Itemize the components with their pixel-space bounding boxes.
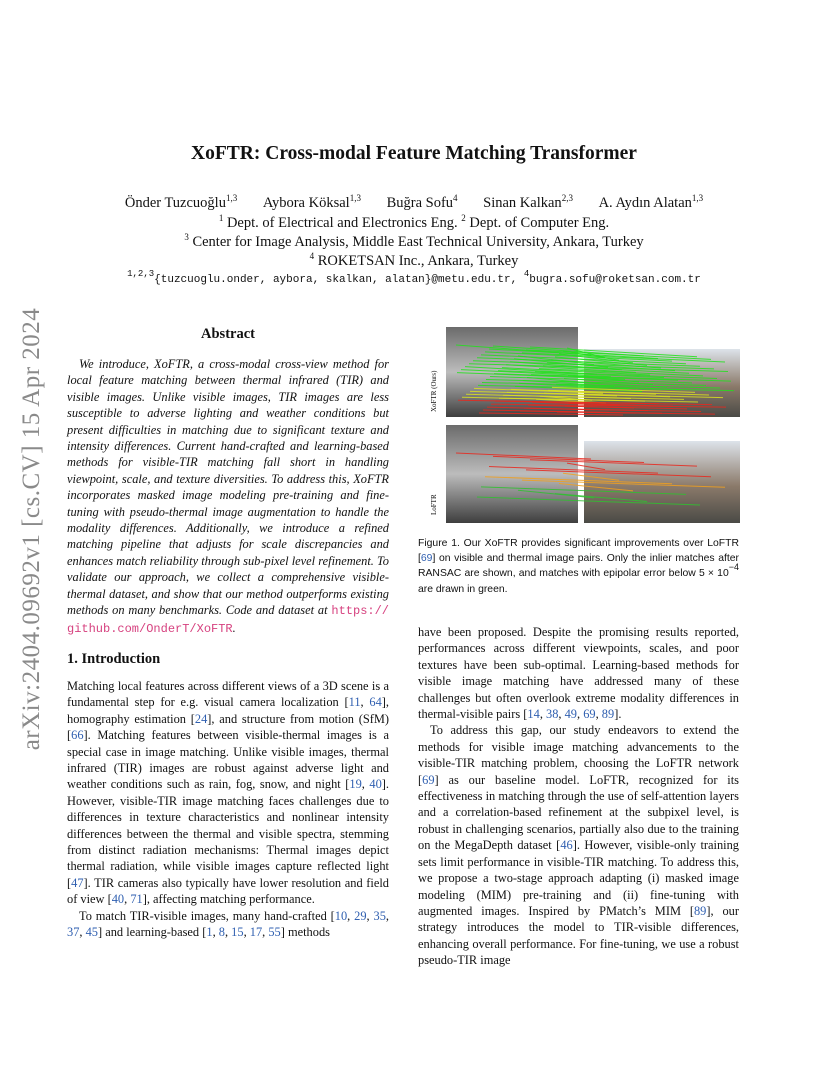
- introduction-body: [67, 678, 389, 941]
- author: Sinan Kalkan$^{2,3}$: [483, 193, 573, 211]
- citation[interactable]: 69: [422, 772, 435, 787]
- citation[interactable]: 24: [194, 711, 208, 726]
- paragraph: To match TIR-visible images, many hand-crafted [10, 29, 35, 37, 45] and learning-based [1, 8, 15, 17, 55] methods: [67, 908, 390, 939]
- paragraph: Matching local features across different views of a 3D scene is a fundamental step for e.g. visual camera localization [11, 64], homography estimation [24], and structure from motion (SfM) [66]. Matching features between visible-thermal images is a special case in image matching. Unlike visible images, thermal infrared (TIR) images are robust against adverse light and weather conditions such as rain, fog, snow, and night [19, 40]. However, visible-TIR image matching faces challenges due to differences in texture characteristics and nonlinear intensity differences between the thermal and visible spectra, stemming from distinct radiation mechanisms: Thermal images depict thermal radiation, while visible images capture reflected light [47]. TIR cameras also typically have lower resolution and field of view [40, 71], affecting matching performance.: [67, 678, 389, 907]
- citation[interactable]: 1: [206, 925, 213, 939]
- figure-1: [430, 327, 740, 523]
- affiliation: $^3$ Center for Image Analysis, Middle East Technical University, Ankara, Turkey: [184, 232, 644, 250]
- citation[interactable]: 47: [71, 875, 84, 890]
- citation[interactable]: 55: [268, 925, 281, 939]
- section-heading-introduction: 1. Introduction: [67, 650, 161, 667]
- paragraph: have been proposed. Despite the promising results reported, performances across different viewpoints, scales, and poor textures have been sub-optimal. Learning-based methods for visible image matching have addressed many of these challenges but often overlook extreme modality differences in thermal-visible pairs [14, 38, 49, 69, 89].: [418, 625, 739, 722]
- citation[interactable]: 89: [601, 707, 615, 722]
- citation[interactable]: 38: [546, 707, 559, 722]
- thermal-image: [446, 425, 578, 523]
- abstract-text: We introduce, XoFTR, a cross-modal cross-view method for local feature matching between thermal infrared (TIR) and visible images. Unlike visible images, TIR images are less susceptible to adverse lighting and weather conditions but present difficulties in matching due to significant texture and intensity differences. Current hand-crafted and learning-based methods for visible-TIR matching fall short in handling viewpoint, scale, and texture diversities. To address this, XoFTR incorporates masked image modeling pre-training and fine-tuning with pseudo-thermal image augmentation to handle the modality differences. Additionally, we introduce a refined matching pipeline that adjusts for scale discrepancies and enhances match reliability through sub-pixel level refinement. To validate our approach, we collect a comprehensive visible-thermal dataset, and show that our method outperforms existing methods on many benchmarks. Code and dataset at https:// github.com/OnderT/XoFTR.: [67, 357, 389, 636]
- left-column: [67, 326, 389, 940]
- paper-title: XoFTR: Cross-modal Feature Matching Transformer: [191, 143, 637, 164]
- citation[interactable]: 45: [85, 925, 98, 939]
- citation[interactable]: 29: [354, 908, 367, 923]
- author: Aybora Köksal$^{1,3}$: [262, 193, 361, 211]
- visible-image: [584, 441, 740, 523]
- paragraph: To address this gap, our study endeavors to extend the methods for visible image matching advancements to the visible-TIR matching problem, choosing the LoFTR network [69] as our baseline model. LoFTR, recognized for its effectiveness in matching through the use of self-attention layers and a correlation-based refinement at the subpixel level, is robust in challenging scenarios, partially also due to the training on the MegaDepth dataset [46]. However, visible-only training sets limit performance in visible-TIR matching. To address this, we propose a two-stage approach adapting (i) masked image modeling (MIM) pre-training and (ii) fine-tuning with augmented images. Inspired by PMatch’s MIM [89], our strategy introduces the model to TIR-visible differences, enhancing overall performance. For fine-tuning, we use a robust pseudo-TIR image: [418, 723, 740, 968]
- citation[interactable]: 40: [369, 777, 382, 792]
- citation[interactable]: 49: [564, 707, 577, 722]
- citation[interactable]: 11: [348, 695, 361, 710]
- code-link[interactable]: https:// github.com/OnderT/XoFTR: [67, 604, 389, 636]
- author: Buğra Sofu$^4$: [386, 193, 458, 211]
- citation[interactable]: 14: [527, 707, 540, 722]
- citation[interactable]: 10: [334, 908, 348, 923]
- citation[interactable]: 71: [130, 892, 143, 907]
- author-emails: $^{1,2,3}${tuzcuoglu.onder, aybora, skalkan, alatan}@metu.edu.tr, $^4$bugra.sofu@roketsan.com.tr: [127, 269, 701, 286]
- figure-row-label: XoFTR (Ours): [430, 370, 438, 412]
- author: A. Aydın Alatan$^{1,3}$: [598, 193, 704, 211]
- arxiv-stamp: [18, 290, 45, 760]
- author: Önder Tuzcuoğlu$^{1,3}$: [124, 193, 238, 211]
- citation[interactable]: 37: [67, 925, 80, 939]
- citation[interactable]: 40: [111, 892, 125, 907]
- citation[interactable]: 35: [373, 908, 386, 923]
- citation[interactable]: 69: [420, 553, 433, 565]
- right-column: [418, 624, 739, 969]
- affiliation: $^1$ Dept. of Electrical and Electronics Eng. $^2$ Dept. of Computer Eng.: [218, 213, 610, 231]
- citation[interactable]: 8: [218, 925, 225, 939]
- abstract: [67, 356, 389, 637]
- citation[interactable]: 17: [249, 925, 263, 939]
- match-visualization: [446, 327, 740, 523]
- citation[interactable]: 19: [349, 777, 362, 792]
- citation[interactable]: 89: [693, 903, 707, 918]
- citation[interactable]: 15: [231, 925, 244, 939]
- author-list: [0, 195, 828, 212]
- arxiv-stamp-text: arXiv:2404.09692v1 [cs.CV] 15 Apr 2024: [18, 307, 45, 751]
- affiliation: $^4$ ROKETSAN Inc., Ankara, Turkey: [309, 251, 519, 269]
- citation[interactable]: 69: [583, 707, 596, 722]
- figure-row-label: LoFTR: [430, 494, 438, 515]
- abstract-heading: Abstract: [201, 326, 255, 342]
- citation[interactable]: 64: [369, 695, 382, 710]
- figure-caption: Figure 1. Our XoFTR provides significant improvements over LoFTR [69] on visible and thermal image pairs. Only the inlier matches after RANSAC are shown, and matches with epipolar error below $5 \times 10^{-4}$ are drawn in green.: [418, 538, 739, 595]
- citation[interactable]: 66: [71, 728, 84, 743]
- citation[interactable]: 46: [560, 838, 573, 853]
